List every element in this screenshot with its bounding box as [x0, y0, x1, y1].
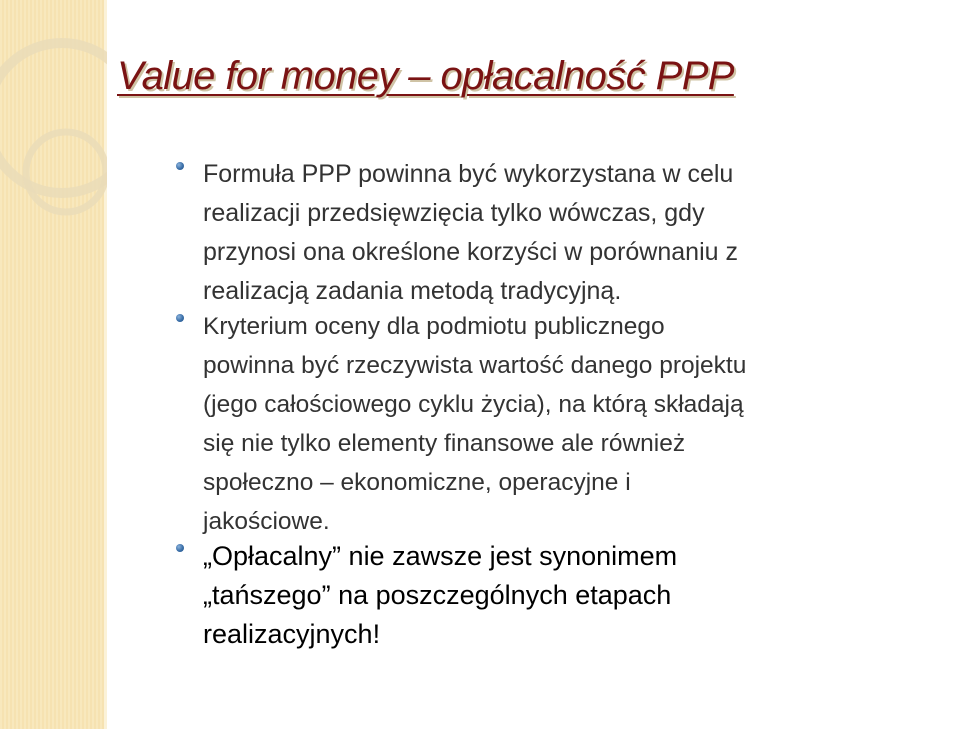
bullet-item [0, 307, 756, 545]
bullet-dot-icon [176, 162, 184, 170]
bullet-text: Kryterium oceny dla podmiotu publicznego powinna być rzeczywista wartość danego projektu (jego całościowego cyklu życia), na którą składają się nie tylko elementy finansowe ale również społeczno – ekonomiczne, operacyjne i jakościowe. [203, 313, 747, 535]
bullet-item [0, 155, 756, 315]
bullet-item [0, 537, 756, 658]
bullet-list [0, 160, 959, 658]
bullet-text: Formuła PPP powinna być wykorzystana w celu realizacji przedsięwzięcia tylko wówczas, gdy przynosi ona określone korzyści w porównaniu z realizacją zadania metodą tradycyjną. [203, 160, 738, 305]
bullet-dot-icon [176, 544, 184, 552]
slide-title: Value for money – opłacalność PPP [117, 54, 734, 98]
bullet-dot-icon [176, 314, 184, 322]
bullet-text: „Opłacalny” nie zawsze jest synonimem „tańszego” na poszczególnych etapach realizacyjnych! [203, 541, 678, 649]
